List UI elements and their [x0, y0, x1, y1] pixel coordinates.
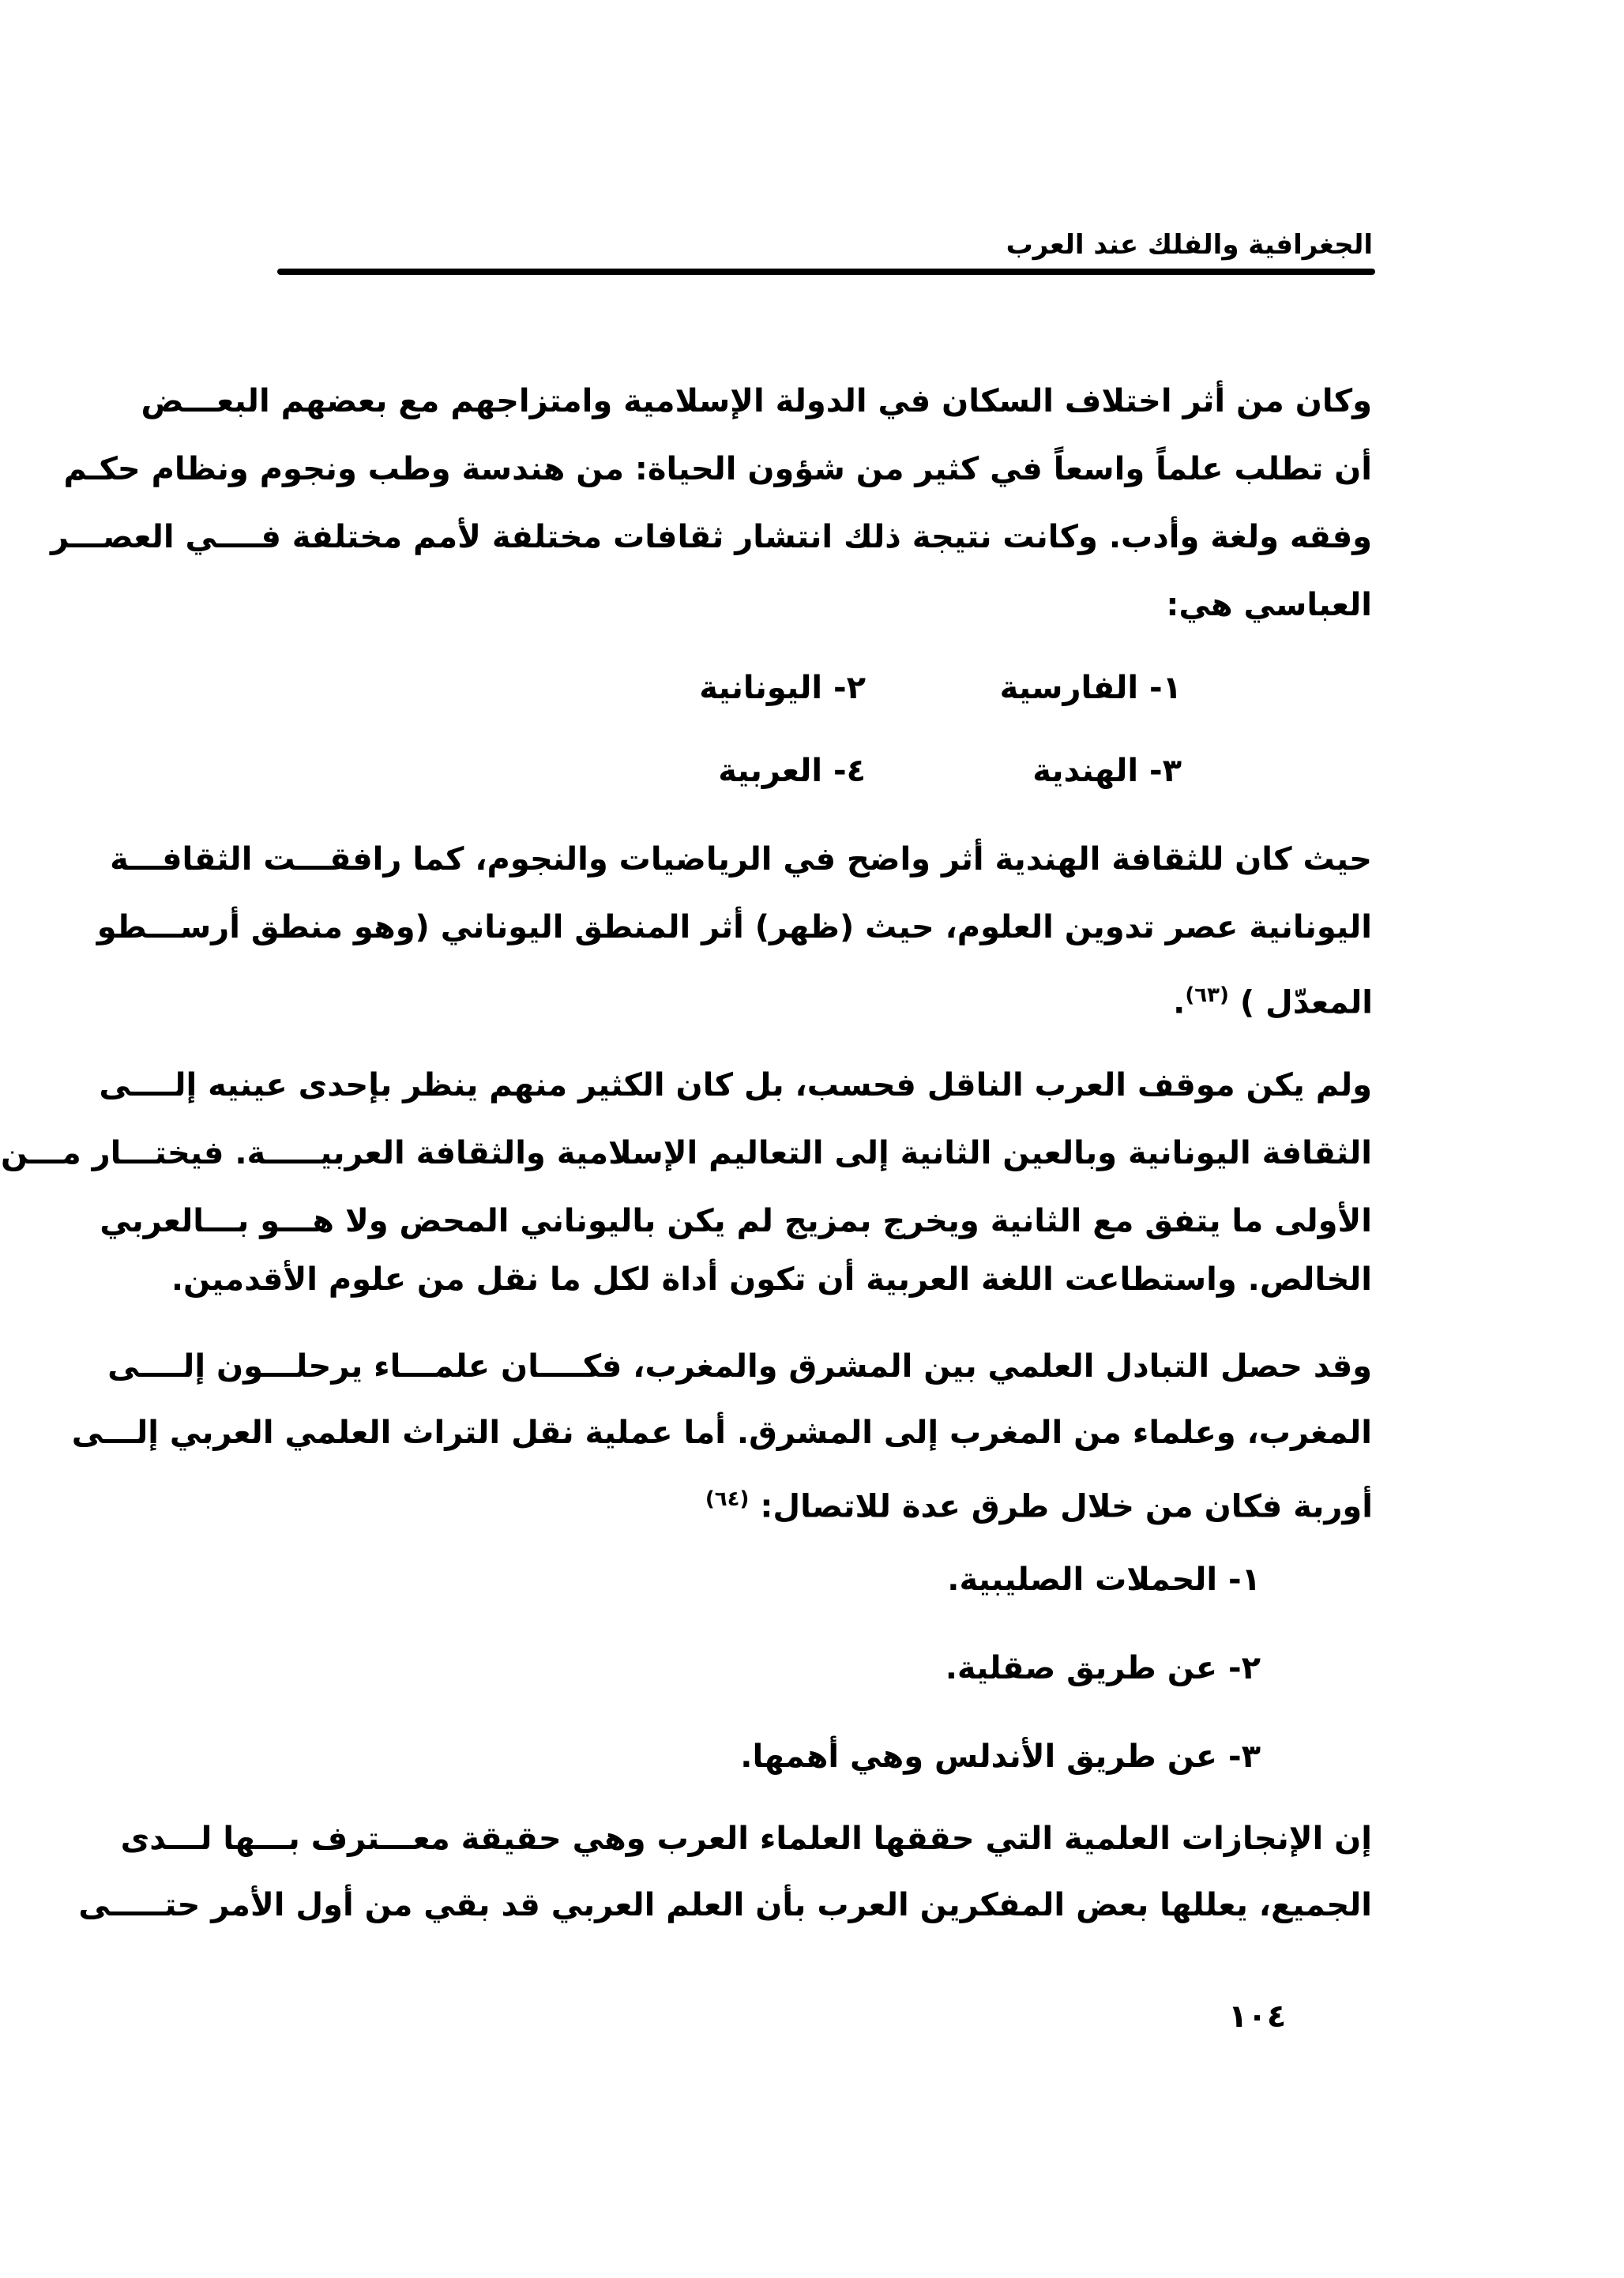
- footnote-ref: (٦٤): [705, 1487, 750, 1511]
- page-number: ١٠٤: [1228, 1998, 1287, 2035]
- text-line: أن تطلب علماً واسعاً في كثير من شؤون الحياة: من هندسة وطب ونجوم ونظام حكـم: [63, 451, 1372, 487]
- text-line: [705, 1475, 1373, 1530]
- text-line: المغرب، وعلماء من المغرب إلى المشرق. أما عملية نقل التراث العلمي العربي إلـــى: [71, 1415, 1372, 1451]
- text-line: ولم يكن موقف العرب الناقل فحسب، بل كان الكثير منهم ينظر بإحدى عينيه إلــــى: [99, 1067, 1372, 1103]
- text-line: وفقه ولغة وأدب. وكانت نتيجة ذلك انتشار ثقافات مختلفة لأمم مختلفة فــــي العصـــر: [50, 519, 1372, 555]
- text-line: الخالص. واستطاعت اللغة العربية أن تكون أداة لكل ما نقل من علوم الأقدمين.: [171, 1261, 1372, 1298]
- text-line: اليونانية عصر تدوين العلوم، حيث (ظهر) أثر المنطق اليوناني (وهو منطق أرســـطو: [96, 909, 1372, 945]
- text: المعدّل ): [1239, 984, 1373, 1021]
- text-line: وقد حصل التبادل العلمي بين المشرق والمغرب، فكــــان علمـــاء يرحلـــون إلــــى: [107, 1348, 1372, 1385]
- text-line: [1173, 972, 1373, 1026]
- text-line: العباسي هي:: [1166, 587, 1372, 623]
- running-header: الجغرافية والفلك عند العرب: [1006, 229, 1373, 261]
- text-line: وكان من أثر اختلاف السكان في الدولة الإسلامية وامتزاجهم مع بعضهم البعـــض: [141, 383, 1372, 419]
- period: .: [1173, 984, 1186, 1021]
- list-item: ٣- الهندية: [1032, 753, 1182, 789]
- text-line: الأولى ما يتفق مع الثانية ويخرج بمزيج لم يكن باليوناني المحض ولا هـــو بـــالعربي: [100, 1203, 1372, 1239]
- text-line: حيث كان للثقافة الهندية أثر واضح في الرياضيات والنجوم، كما رافقـــت الثقافـــة: [110, 841, 1372, 878]
- list-item: ١- الفارسية: [999, 670, 1182, 706]
- list-item: ٤- العربية: [718, 753, 866, 789]
- list-item: ٢- اليونانية: [699, 670, 866, 706]
- text-line: الجميع، يعللها بعض المفكرين العرب بأن العلم العربي قد بقي من أول الأمر حتـــــى: [78, 1887, 1372, 1923]
- text-line: إن الإنجازات العلمية التي حققها العلماء العرب وهي حقيقة معـــترف بـــها لـــدى: [120, 1821, 1372, 1857]
- list-item: ١- الحملات الصليبية.: [947, 1562, 1261, 1598]
- text: أوربة فكان من خلال طرق عدة للاتصال:: [760, 1488, 1373, 1525]
- header-rule: [277, 269, 1375, 275]
- footnote-ref: (٦٣): [1185, 983, 1229, 1007]
- list-item: ٢- عن طريق صقلية.: [945, 1650, 1261, 1686]
- list-item: ٣- عن طريق الأندلس وهي أهمها.: [740, 1739, 1261, 1775]
- text-line: الثقافة اليونانية وبالعين الثانية إلى التعاليم الإسلامية والثقافة العربيـــــة. فيختـــار مـــن: [0, 1135, 1372, 1171]
